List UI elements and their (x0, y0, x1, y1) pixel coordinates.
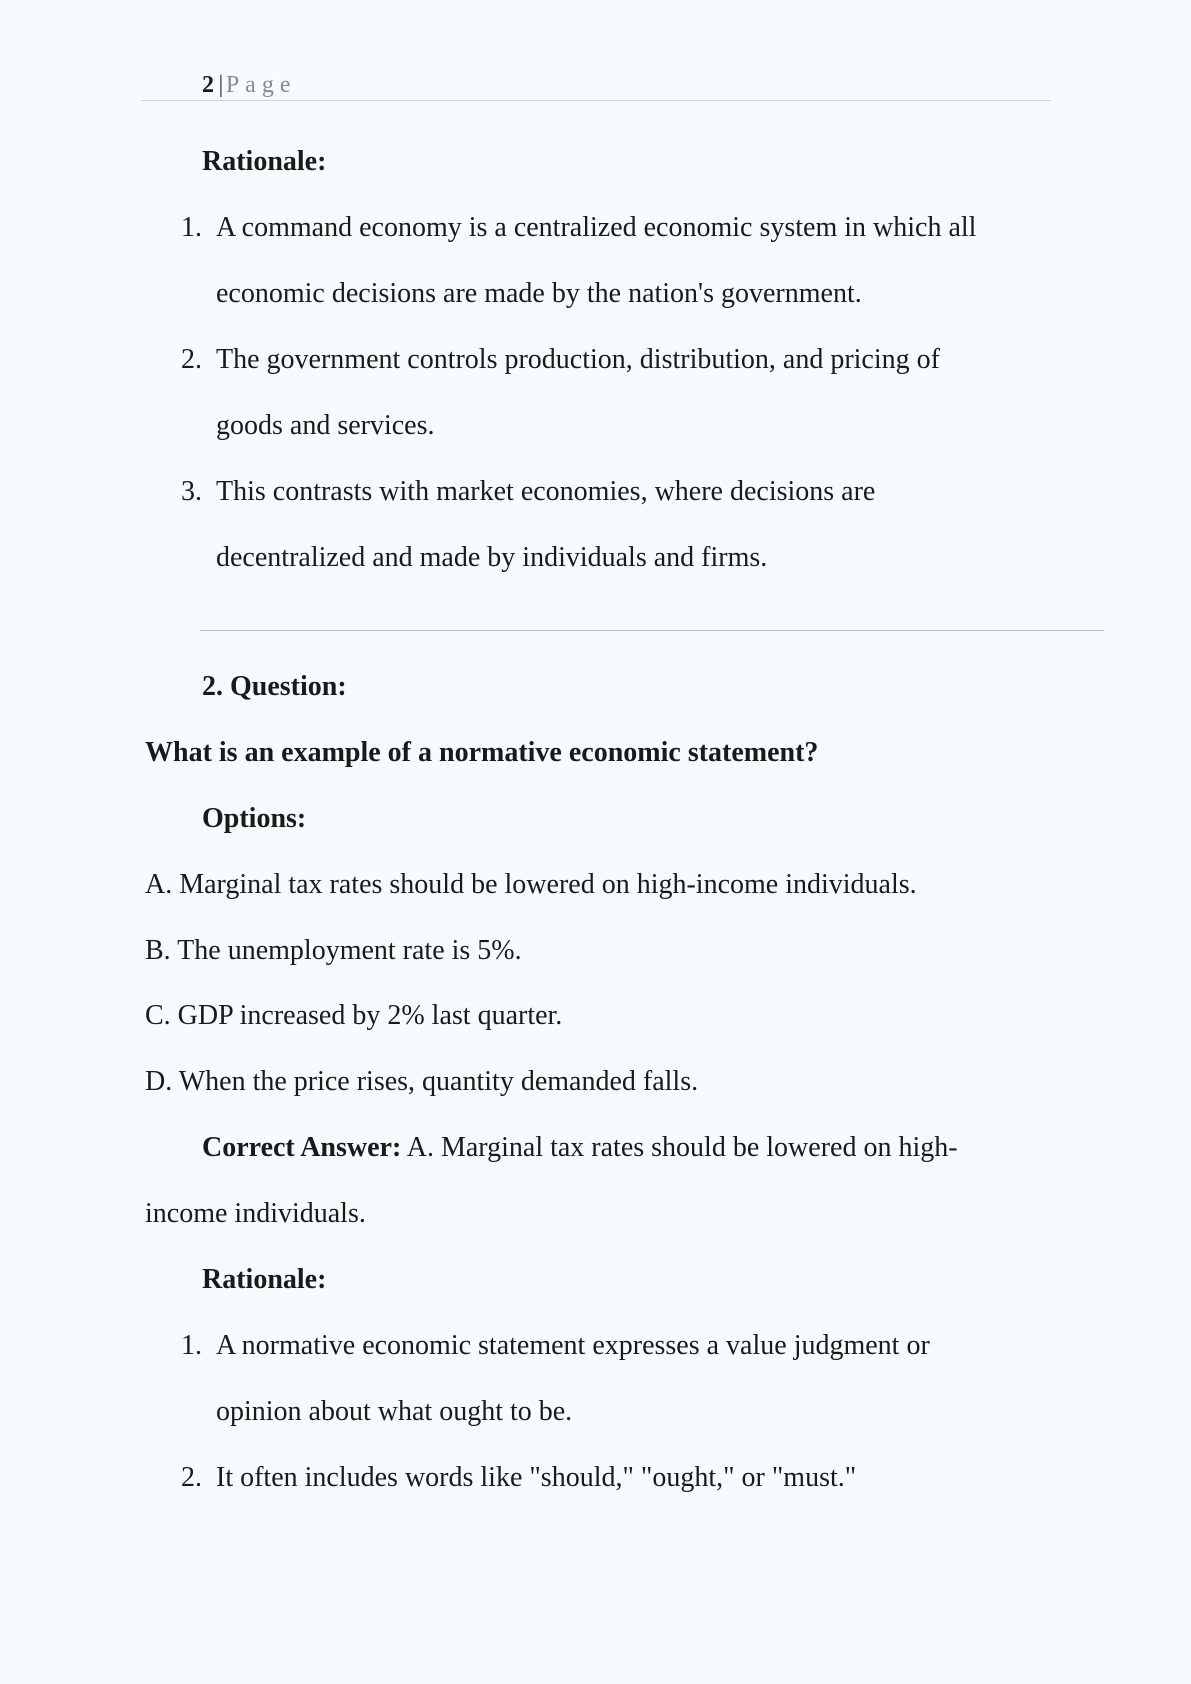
list-item-text: This contrasts with market economies, where decisions are (216, 476, 876, 507)
list-item-text: decentralized and made by individuals and firms. (216, 542, 768, 573)
option-c: C. GDP increased by 2% last quarter. (145, 1000, 563, 1031)
question-text: What is an example of a normative economic statement? (145, 737, 819, 768)
list-item-number: 1. (181, 1330, 202, 1361)
list-item-number: 3. (181, 476, 202, 507)
list-item-text: It often includes words like "should," "ought," or "must." (216, 1462, 857, 1493)
list-item-text: goods and services. (216, 410, 435, 441)
page-word: Page (225, 72, 297, 98)
list-item-text: A command economy is a centralized economic system in which all (216, 212, 977, 243)
list-item-number: 1. (181, 212, 202, 243)
page-number: 2 (202, 72, 215, 98)
option-a: A. Marginal tax rates should be lowered on high-income individuals. (145, 869, 917, 900)
options-heading: Options: (202, 803, 307, 834)
section-divider (200, 630, 1104, 631)
rationale-heading: Rationale: (202, 1264, 327, 1295)
option-b: B. The unemployment rate is 5%. (145, 935, 522, 966)
list-item-text: A normative economic statement expresses a value judgment or (216, 1330, 930, 1361)
list-item-text: economic decisions are made by the nation's government. (216, 278, 862, 309)
correct-answer-text: A. Marginal tax rates should be lowered on high- (401, 1132, 958, 1163)
rationale-heading: Rationale: (202, 146, 327, 177)
list-item-number: 2. (181, 1462, 202, 1493)
header-divider (141, 100, 1051, 101)
correct-answer-line (202, 1131, 958, 1165)
list-item-text: opinion about what ought to be. (216, 1396, 573, 1427)
page-separator: | (218, 72, 224, 98)
list-item-text: The government controls production, distribution, and pricing of (216, 344, 940, 375)
correct-answer-label: Correct Answer: (202, 1132, 402, 1163)
option-d: D. When the price rises, quantity demanded falls. (145, 1066, 699, 1097)
question-heading: 2. Question: (202, 671, 347, 702)
page-header (202, 70, 296, 100)
list-item-number: 2. (181, 344, 202, 375)
correct-answer-continuation: income individuals. (145, 1198, 366, 1229)
